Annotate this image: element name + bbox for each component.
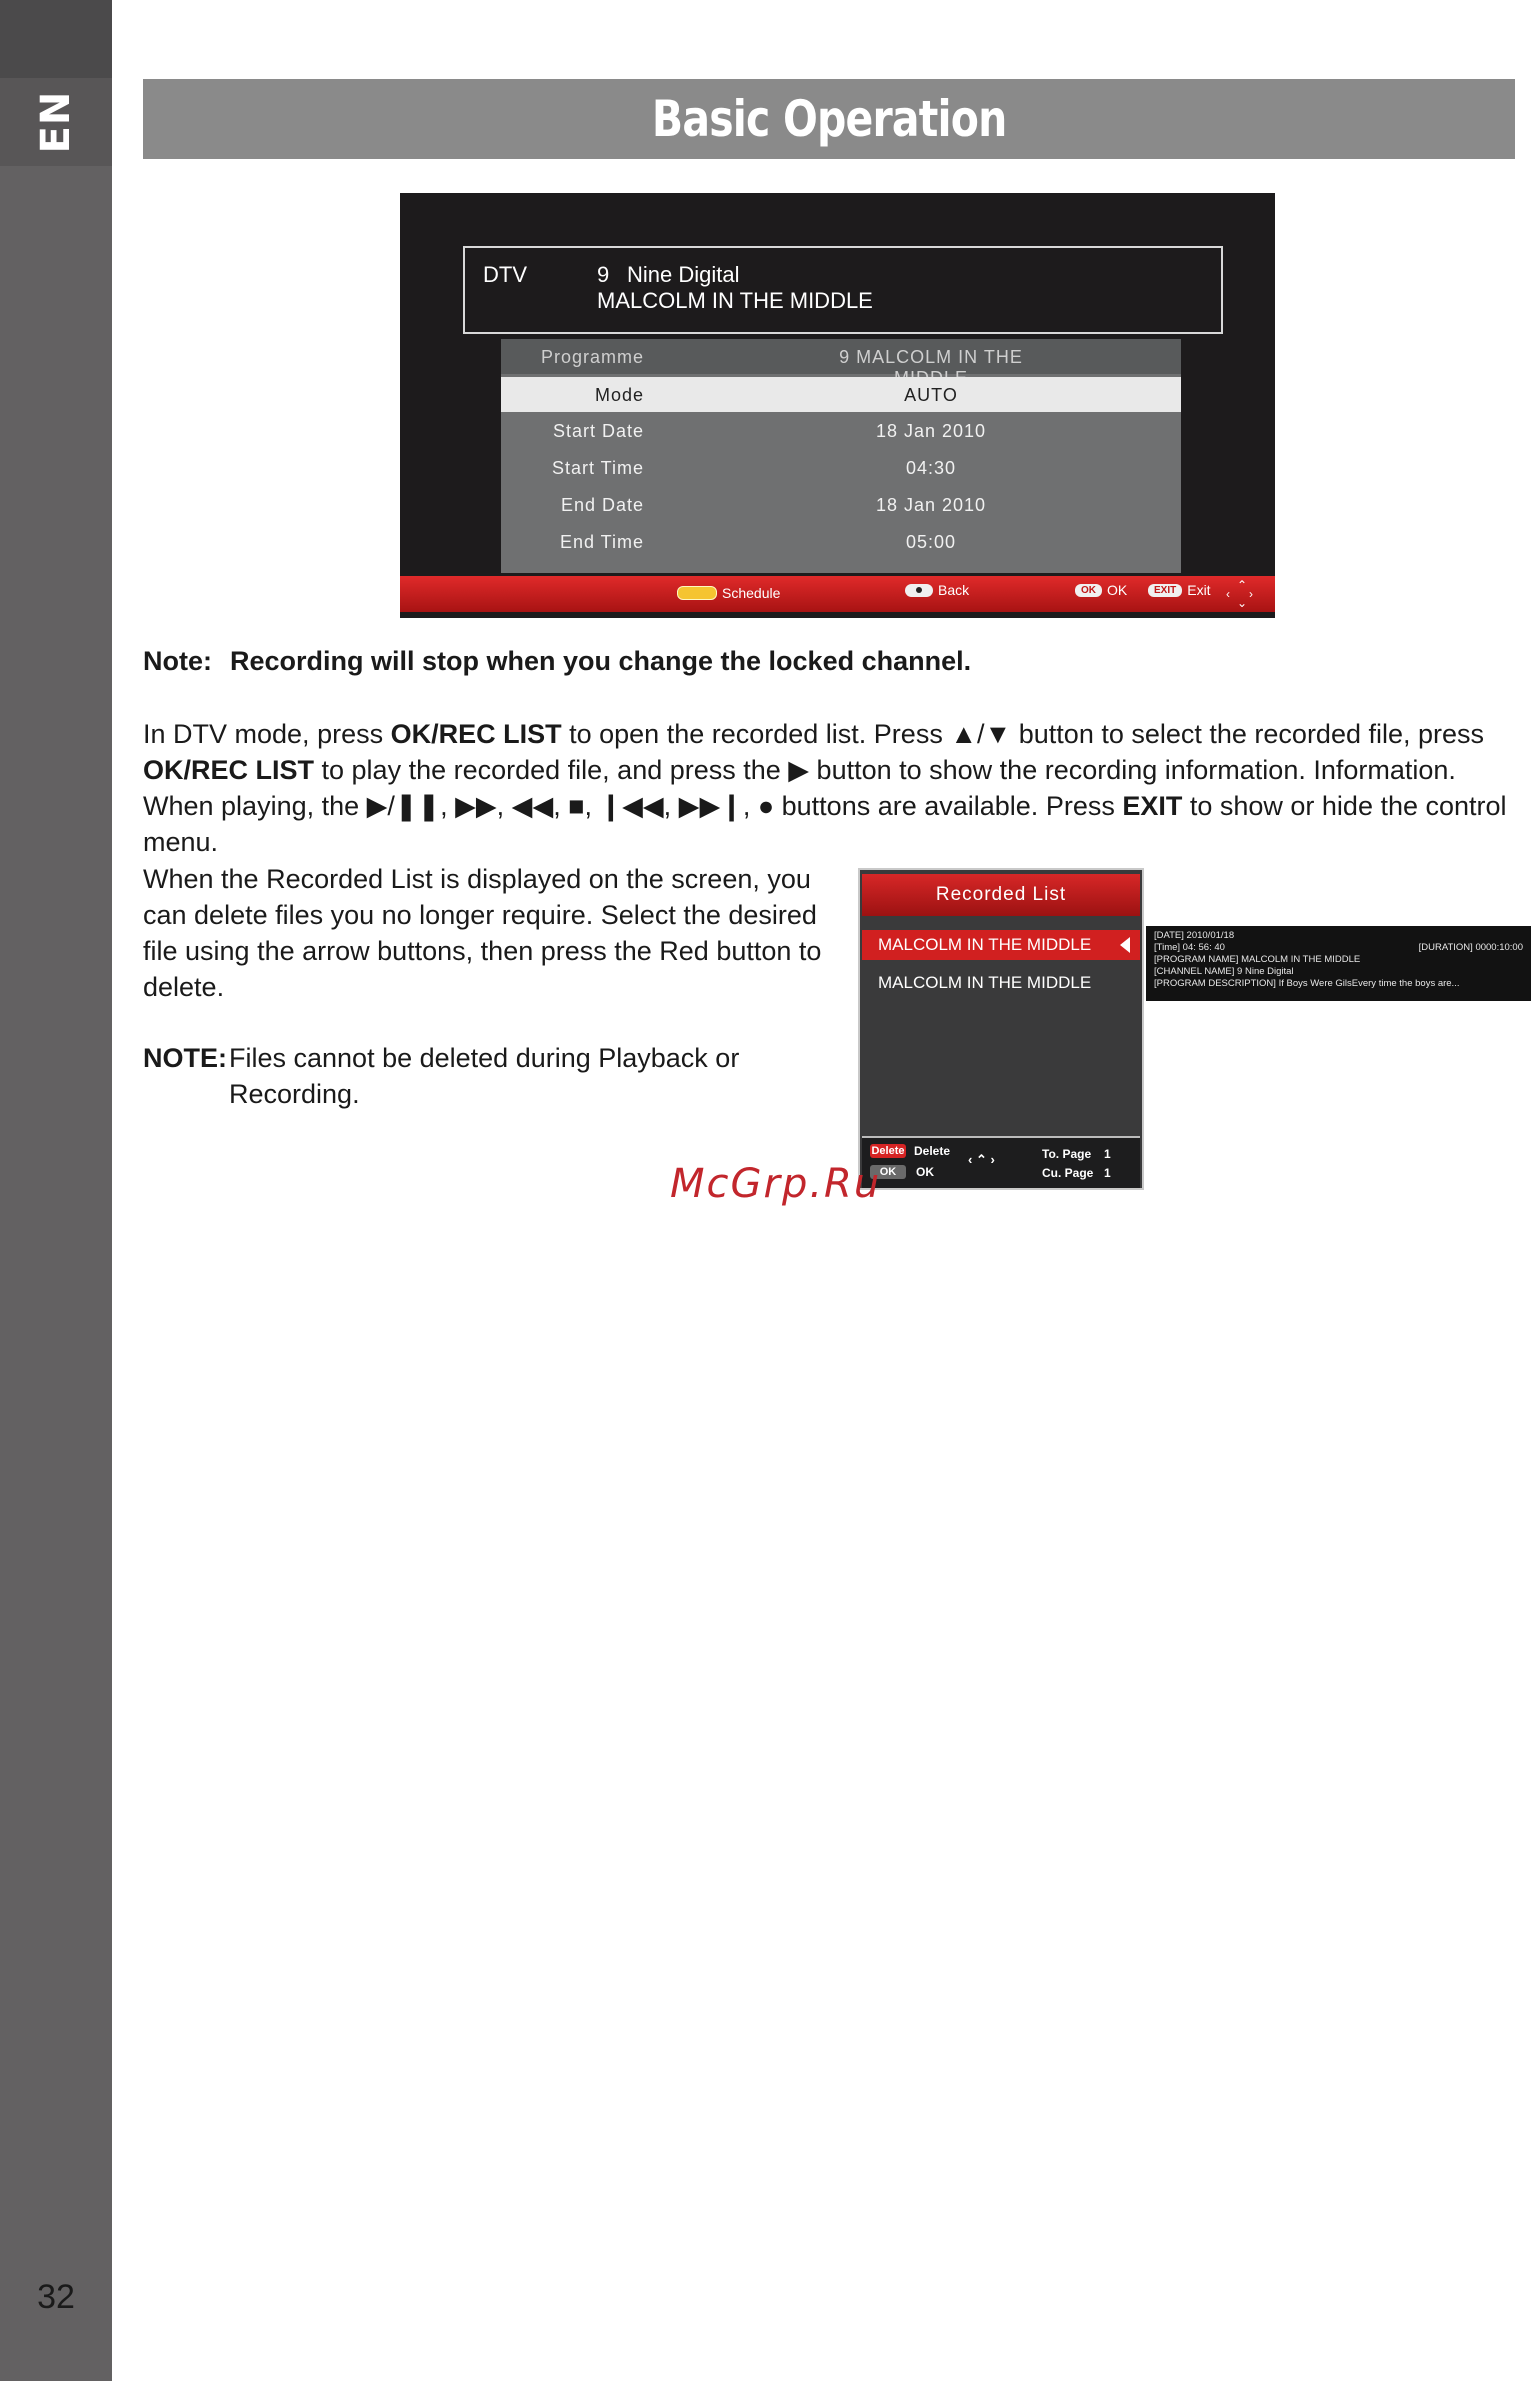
arrow-left-icon <box>1120 937 1130 953</box>
info-date: [DATE] 2010/01/18 <box>1154 930 1235 941</box>
channel-number: 9 <box>597 262 610 287</box>
ok-label: OK <box>1107 582 1128 598</box>
text-run: to open the recorded list. Press ▲/▼ button to select the recorded file, press <box>561 719 1485 749</box>
row-value: 18 Jan 2010 <box>875 495 987 515</box>
navigation-arrows-icon: ⌃ ⌄ ‹ › <box>1226 578 1253 610</box>
ok-button[interactable] <box>1075 582 1127 598</box>
page-title: Basic Operation <box>651 90 1007 148</box>
ok-label: OK <box>916 1165 934 1179</box>
row-label: Start Time <box>551 458 644 478</box>
recording-info-panel <box>1146 926 1531 1001</box>
list-item-label: MALCOLM IN THE MIDDLE <box>878 935 1092 954</box>
list-item[interactable] <box>862 930 1140 960</box>
note-text: Recording. <box>229 1079 360 1109</box>
delete-label: Delete <box>914 1144 951 1158</box>
list-item-label: MALCOLM IN THE MIDDLE <box>878 973 1092 992</box>
text-run: In DTV mode, press <box>143 719 391 749</box>
note-text: Recording will stop when you change the locked channel. <box>230 646 972 676</box>
schedule-row-start-time[interactable] <box>501 450 1181 485</box>
channel-info-box <box>463 246 1223 334</box>
exit-label: Exit <box>1187 582 1211 598</box>
source-label: DTV <box>483 262 527 287</box>
language-tab <box>0 78 112 166</box>
yellow-button-icon <box>677 586 717 600</box>
row-value: 9 MALCOLM IN THE <box>839 347 1023 367</box>
current-page-label: Cu. Page <box>1042 1166 1094 1180</box>
page-number: 32 <box>37 2278 75 2316</box>
row-label: Mode <box>594 385 644 405</box>
schedule-screen <box>400 193 1275 618</box>
text-run: to show or hide the control menu. <box>143 791 1507 857</box>
row-label: End Date <box>560 495 644 515</box>
playback-note <box>143 1040 739 1112</box>
recording-note <box>143 646 971 677</box>
info-time: [Time] 04: 56: 40 <box>1154 942 1225 953</box>
sidebar-top-block <box>0 0 112 78</box>
watermark: McGrp.Ru <box>670 1161 882 1207</box>
row-label: Programme <box>540 347 644 367</box>
note-label: NOTE: <box>143 1043 227 1073</box>
row-value: AUTO <box>904 385 958 405</box>
recorded-list-footer <box>862 1136 1140 1188</box>
exit-button[interactable] <box>1148 582 1211 598</box>
note-text: Files cannot be deleted during Playback or <box>229 1043 740 1073</box>
schedule-panel <box>501 339 1181 573</box>
info-channel-name: [CHANNEL NAME] 9 Nine Digital <box>1154 966 1294 977</box>
list-item[interactable] <box>862 968 1140 998</box>
recorded-list-screen <box>858 868 1144 1190</box>
note-label: Note: <box>143 646 212 676</box>
ok-key-icon[interactable]: OK <box>870 1165 906 1179</box>
key-ok-rec-list: OK/REC LIST <box>143 755 315 785</box>
recorded-list-title: Recorded List <box>862 874 1140 916</box>
red-delete-key-icon[interactable]: Delete <box>871 1145 905 1157</box>
schedule-row-end-time[interactable] <box>501 524 1181 559</box>
schedule-label: Schedule <box>722 585 781 601</box>
row-value: 04:30 <box>905 458 957 478</box>
instructions-paragraph <box>143 716 1518 860</box>
record-dot-icon <box>905 584 933 597</box>
info-duration: [DURATION] 0000:10:00 <box>1418 942 1523 953</box>
row-label: Start Date <box>552 421 644 441</box>
to-page-label: To. Page <box>1042 1147 1092 1161</box>
sidebar <box>0 0 112 2381</box>
schedule-row-end-date[interactable] <box>501 487 1181 522</box>
delete-paragraph: When the Recorded List is displayed on the screen, you can delete files you no longer require. Select the desired file using the arrow buttons, then press the Red button to delete. <box>143 864 822 1002</box>
key-exit: EXIT <box>1122 791 1183 821</box>
language-label: EN <box>33 90 79 154</box>
current-page-value: 1 <box>1104 1166 1111 1180</box>
back-label: Back <box>938 582 970 598</box>
row-value: 05:00 <box>905 532 957 552</box>
exit-key-icon: EXIT <box>1148 584 1182 597</box>
row-value: 18 Jan 2010 <box>875 421 987 441</box>
navigation-arrows-icon: ‹ ⌃ › <box>968 1152 995 1167</box>
ok-key-icon: OK <box>1075 584 1102 597</box>
back-button[interactable] <box>905 582 969 598</box>
schedule-button[interactable] <box>677 585 780 601</box>
schedule-row-programme <box>501 339 1181 374</box>
info-description: [PROGRAM DESCRIPTION] If Boys Were GilsEvery time the boys are... <box>1154 978 1460 989</box>
to-page-value: 1 <box>1104 1147 1111 1161</box>
channel-name: Nine Digital <box>627 262 740 287</box>
schedule-row-mode[interactable] <box>501 377 1181 412</box>
screen-footer-bar <box>400 576 1275 612</box>
info-program-name: [PROGRAM NAME] MALCOLM IN THE MIDDLE <box>1154 954 1361 965</box>
section-title-bar <box>143 79 1515 159</box>
programme-name: MALCOLM IN THE MIDDLE <box>597 288 873 313</box>
key-ok-rec-list: OK/REC LIST <box>390 719 562 749</box>
text-run: to play the recorded file, and press the ▶ button to show the recording information. Information. When playing, the ▶/❚❚, ▶▶, ◀◀, ■, ❙◀◀, ▶▶❙, ● buttons are available. Press <box>143 755 1456 821</box>
row-label: End Time <box>559 532 644 552</box>
schedule-row-start-date[interactable] <box>501 413 1181 448</box>
